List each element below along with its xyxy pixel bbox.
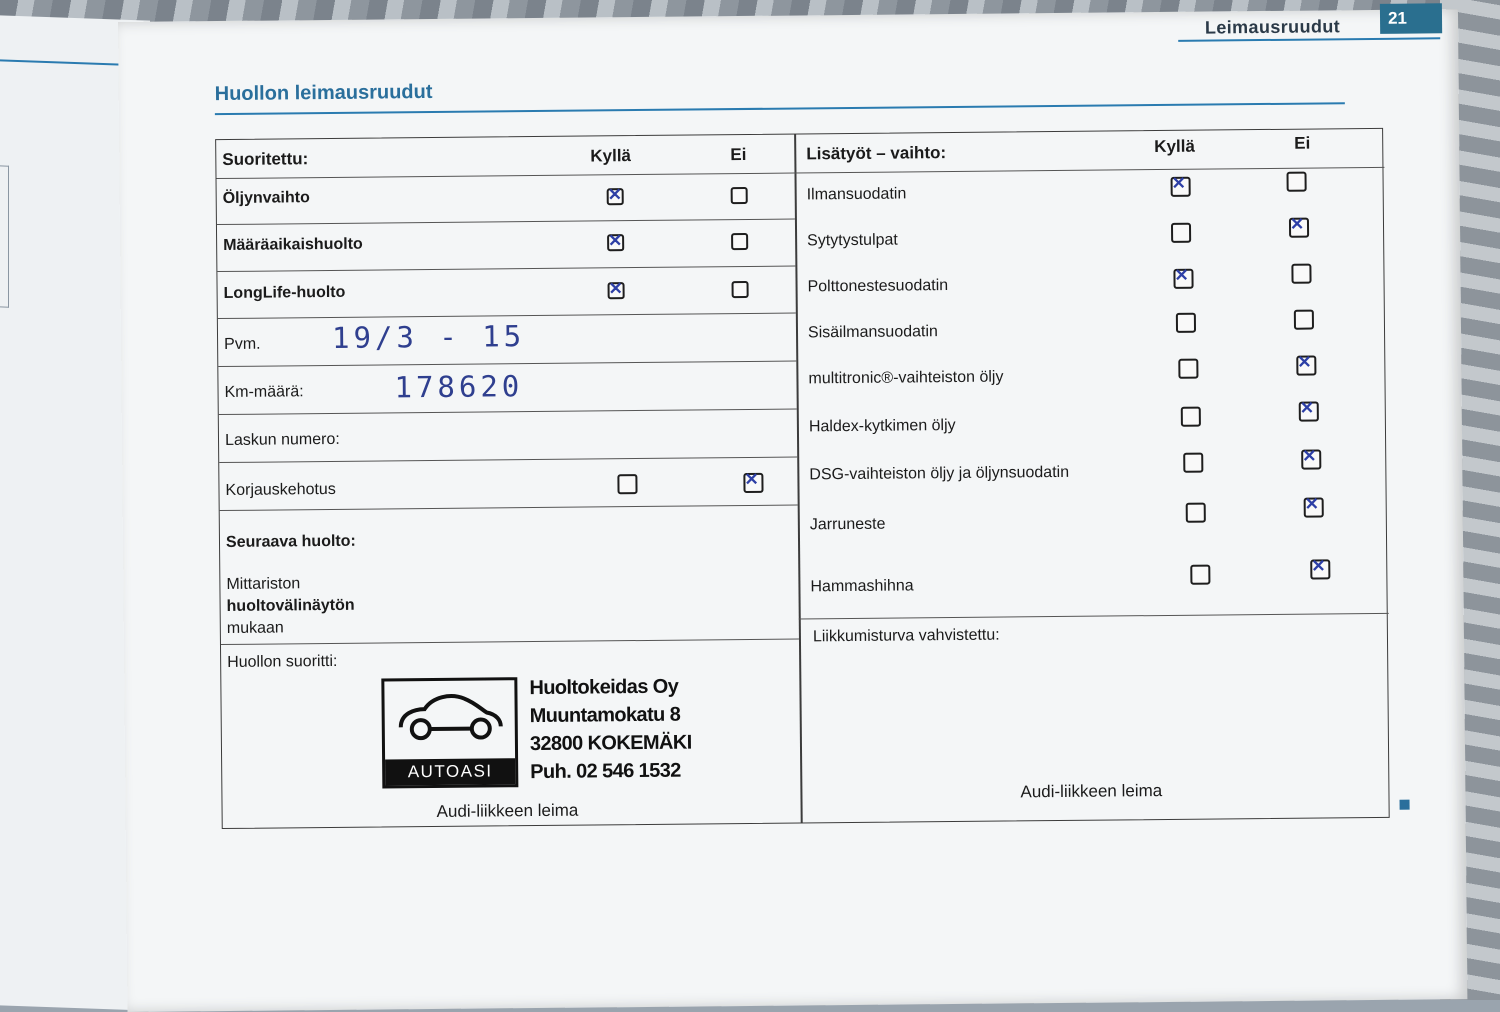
checkbox-oljynvaihto-yes[interactable]	[607, 188, 624, 205]
row-label-haldex: Haldex-kytkimen öljy	[809, 417, 956, 436]
meter-line-3: mukaan	[227, 619, 284, 638]
checkbox-repair-yes[interactable]	[617, 474, 637, 494]
checkbox-haldex-yes[interactable]	[1181, 407, 1201, 427]
next-service-label: Seuraava huolto:	[226, 533, 356, 552]
dealer-stamp	[381, 677, 518, 788]
checkbox-sisailmansuodatin-yes[interactable]	[1176, 313, 1196, 333]
row-line	[218, 361, 796, 368]
checkbox-dsg-no[interactable]	[1301, 449, 1321, 469]
checkbox-jarruneste-yes[interactable]	[1186, 503, 1206, 523]
row-label-dsg: DSG-vaihteiston öljy ja öljynsuodatin	[809, 464, 1069, 484]
booklet-page	[118, 9, 1467, 1012]
checkbox-polttonestesuodatin-no[interactable]	[1291, 264, 1311, 284]
date-value-handwritten[interactable]: 19/3 - 15	[332, 319, 525, 355]
km-value-handwritten[interactable]: 178620	[394, 369, 523, 404]
row-label-hammashihna: Hammashihna	[810, 577, 913, 596]
km-label: Km-määrä:	[224, 383, 303, 402]
checkbox-hammashihna-no[interactable]	[1310, 559, 1330, 579]
repair-label: Korjauskehotus	[225, 481, 335, 500]
invoice-label: Laskun numero:	[225, 431, 340, 450]
left-stamp-caption: Audi-liikkeen leima	[437, 801, 579, 822]
checkbox-dsg-yes[interactable]	[1183, 453, 1203, 473]
row-label-oljynvaihto: Öljynvaihto	[223, 189, 310, 208]
left-header-label: Suoritettu:	[222, 149, 308, 170]
checkbox-longlife-yes[interactable]	[608, 282, 625, 299]
row-label-jarruneste: Jarruneste	[810, 516, 886, 535]
row-line	[217, 266, 795, 273]
row-label-longlife: LongLife-huolto	[224, 284, 346, 303]
row-label-sisailmansuodatin: Sisäilmansuodatin	[808, 323, 938, 342]
stamp-brand: AUTOASI	[385, 758, 515, 785]
left-page-rule	[0, 59, 130, 66]
stamp-company: Huoltokeidas Oy	[529, 676, 678, 700]
row-line	[799, 613, 1389, 620]
left-col-yes: Kyllä	[590, 146, 631, 166]
page-number: 21	[1380, 3, 1442, 34]
right-col-no: Ei	[1294, 134, 1310, 154]
running-header: Leimausruudut	[1168, 16, 1340, 39]
checkbox-ilmansuodatin-yes[interactable]	[1171, 177, 1191, 197]
checkbox-haldex-no[interactable]	[1299, 401, 1319, 421]
checkbox-multitronic-no[interactable]	[1296, 356, 1316, 376]
section-title: Huollon leimausruudut	[215, 81, 433, 106]
checkbox-sisailmansuodatin-no[interactable]	[1294, 310, 1314, 330]
right-header-label: Lisätyöt – vaihto:	[806, 143, 946, 164]
meter-line-1: Mittariston	[226, 575, 300, 594]
checkbox-polttonestesuodatin-yes[interactable]	[1173, 269, 1193, 289]
checkbox-repair-no[interactable]	[743, 473, 763, 493]
left-page-box-edge	[0, 165, 9, 307]
row-line	[217, 173, 795, 180]
checkbox-sytytystulpat-yes[interactable]	[1171, 223, 1191, 243]
checkbox-multitronic-yes[interactable]	[1178, 359, 1198, 379]
meter-line-2: huoltovälinäytön	[227, 597, 355, 616]
row-label-multitronic: multitronic®-vaihteiston öljy	[808, 369, 1003, 389]
row-line	[219, 409, 797, 416]
performed-by-label: Huollon suoritti:	[227, 653, 337, 672]
checkbox-sytytystulpat-no[interactable]	[1289, 218, 1309, 238]
row-line	[220, 504, 798, 511]
checkbox-maaraaikaishuolto-yes[interactable]	[607, 234, 624, 251]
right-col-yes: Kyllä	[1154, 137, 1195, 157]
left-col-no: Ei	[730, 145, 746, 165]
stamp-city: 32800 KOKEMÄKI	[530, 732, 692, 757]
row-line	[221, 638, 799, 645]
row-label-sytytystulpat: Sytytystulpat	[807, 232, 898, 251]
row-label-polttonestesuodatin: Polttonestesuodatin	[807, 277, 948, 296]
checkbox-jarruneste-no[interactable]	[1304, 497, 1324, 517]
stamp-street: Muuntamokatu 8	[530, 704, 681, 728]
checkbox-ilmansuodatin-no[interactable]	[1286, 172, 1306, 192]
mobility-label: Liikkumisturva vahvistettu:	[813, 627, 1000, 647]
checkbox-longlife-no[interactable]	[732, 281, 749, 298]
right-stamp-caption: Audi-liikkeen leima	[1020, 781, 1162, 802]
row-label-ilmansuodatin: Ilmansuodatin	[807, 185, 907, 204]
stamp-phone: Puh. 02 546 1532	[530, 760, 681, 784]
end-marker	[1400, 800, 1410, 810]
column-divider	[794, 135, 802, 823]
car-logo-icon	[394, 686, 507, 749]
row-label-maaraaikaishuolto: Määräaikaishuolto	[223, 236, 363, 255]
checkbox-hammashihna-yes[interactable]	[1190, 565, 1210, 585]
checkbox-oljynvaihto-no[interactable]	[731, 187, 748, 204]
date-label: Pvm.	[224, 336, 261, 354]
row-line	[217, 219, 795, 226]
checkbox-maaraaikaishuolto-no[interactable]	[731, 233, 748, 250]
row-line	[219, 457, 797, 464]
service-stamp-form	[215, 128, 1390, 829]
